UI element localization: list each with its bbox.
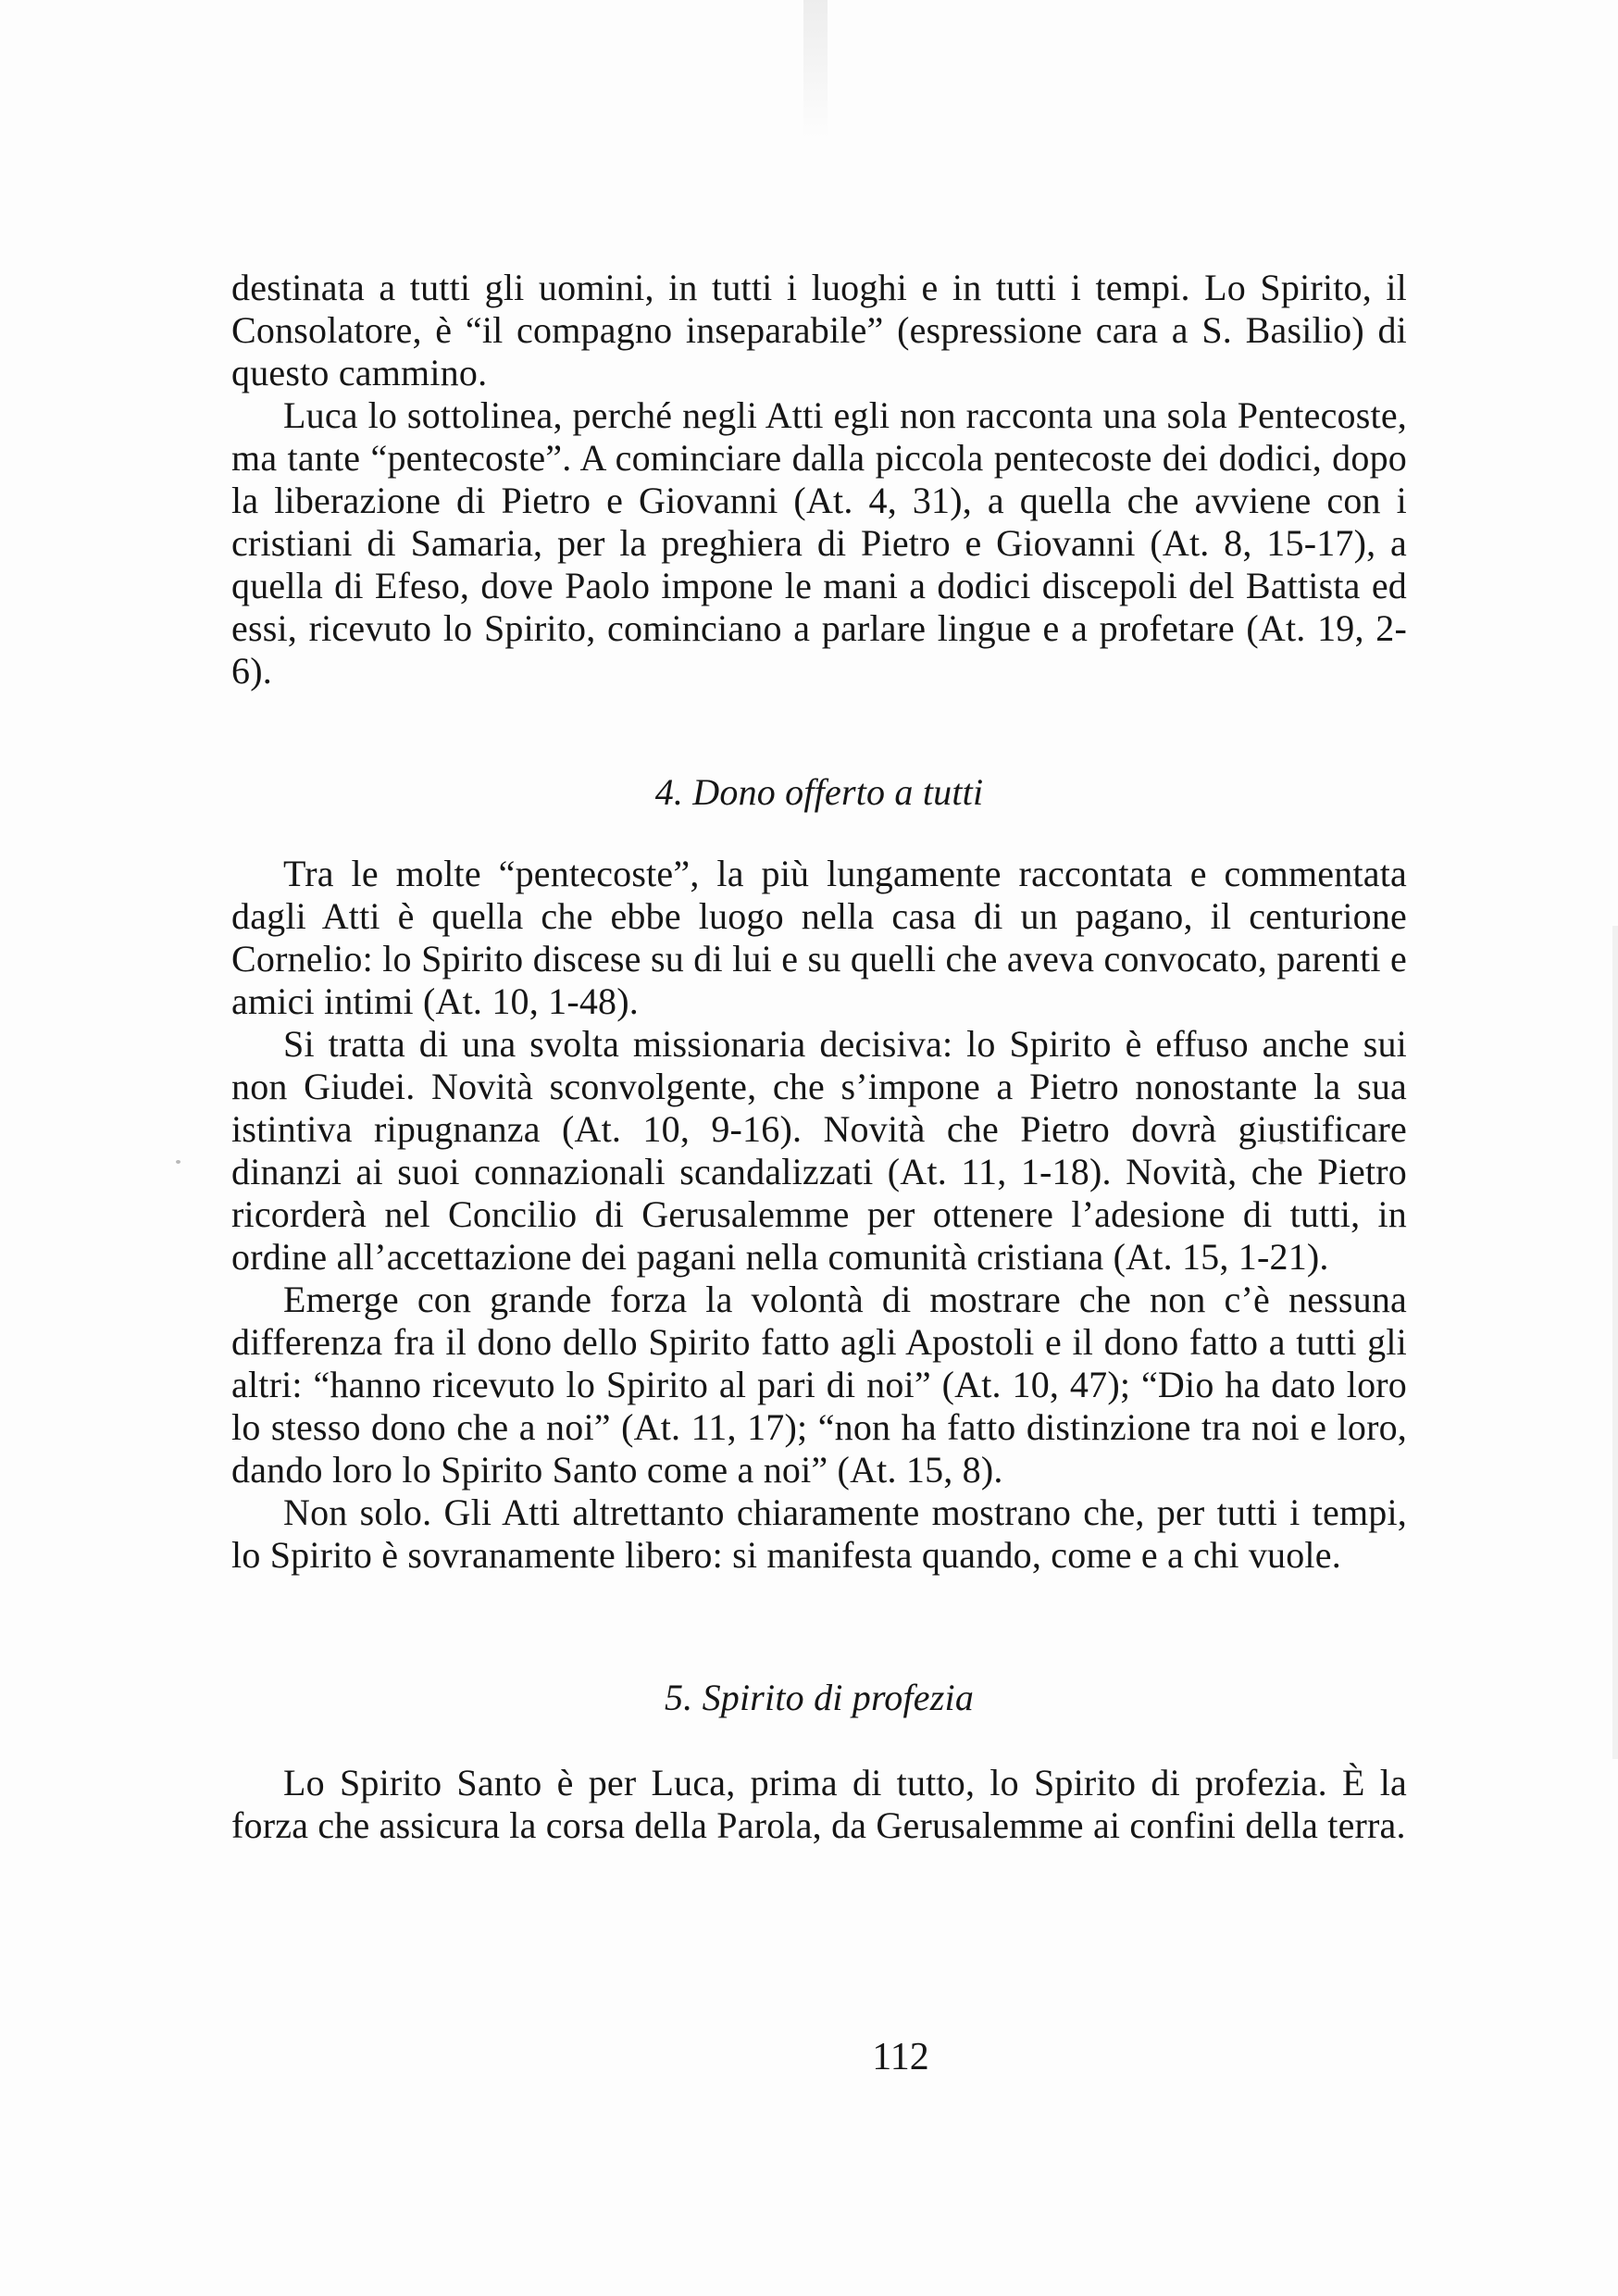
paragraph: Emerge con grande forza la volontà di mostrare che non c’è nessuna differenza fra il dono dello Spirito fatto agli Apostoli e il dono fatto a tutti gli altri: “hanno ricevuto lo Spirito al pari di noi” (At. 10, 47); “Dio ha dato loro lo stesso dono che a noi” (At. 11, 17); “non ha fatto distinzione tra noi e loro, dando loro lo Spirito Santo come a noi” (At. 15, 8). (231, 1279, 1407, 1491)
text-column (231, 267, 1407, 1847)
paragraph: Luca lo sottolinea, perché negli Atti egli non racconta una sola Pentecoste, ma tante “pentecoste”. A cominciare dalla piccola pentecoste dei dodici, dopo la liberazione di Pietro e Giovanni (At. 4, 31), a quella che avviene con i cristiani di Samaria, per la preghiera di Pietro e Giovanni (At. 8, 15-17), a quella di Efeso, dove Paolo impone le mani a dodici discepoli del Battista ed essi, ricevuto lo Spirito, cominciano a parlare lingue e a profetare (At. 19, 2-6). (231, 394, 1407, 692)
paragraph: Tra le molte “pentecoste”, la più lungamente raccontata e commentata dagli Atti è quella che ebbe luogo nella casa di un pagano, il centurione Cornelio: lo Spirito discese su di lui e su quelli che aveva convocato, parenti e amici intimi (At. 10, 1-48). (231, 853, 1407, 1022)
section-heading-4: 4. Dono offerto a tutti (654, 771, 984, 813)
scan-artifact-streak (803, 0, 828, 139)
page-number-value: 112 (872, 2036, 929, 2078)
section-heading-5: 5. Spirito di profezia (664, 1677, 975, 1718)
scan-artifact-streak (1612, 926, 1618, 1759)
paragraph: Si tratta di una svolta missionaria decisiva: lo Spirito è effuso anche sui non Giudei. Novità sconvolgente, che s’impone a Pietro nonostante la sua istintiva ripugnanza (At. 10, 9-16). Novità che Pietro dovrà giustificare dinanzi ai suoi connazionali scandalizzati (At. 11, 1-18). Novità, che Pietro ricorderà nel Concilio di Gerusalemme per ottenere l’adesione di tutti, in ordine all’accettazione dei pagani nella comunità cristiana (At. 15, 1-21). (231, 1023, 1407, 1278)
paragraph: Non solo. Gli Atti altrettanto chiaramente mostrano che, per tutti i tempi, lo Spirito è sovranamente libero: si manifesta quando, come e a chi vuole. (231, 1491, 1407, 1576)
paragraph: Lo Spirito Santo è per Luca, prima di tutto, lo Spirito di profezia. È la forza che assicura la corsa della Parola, da Gerusalemme ai confini della terra. (231, 1762, 1407, 1846)
paragraph-continuation: destinata a tutti gli uomini, in tutti i luoghi e in tutti i tempi. Lo Spirito, il Consolatore, è “il compagno inseparabile” (espressione cara a S. Basilio) di questo cammino. (231, 267, 1407, 393)
page-number (231, 2035, 1407, 2079)
scan-speck (176, 1160, 180, 1164)
